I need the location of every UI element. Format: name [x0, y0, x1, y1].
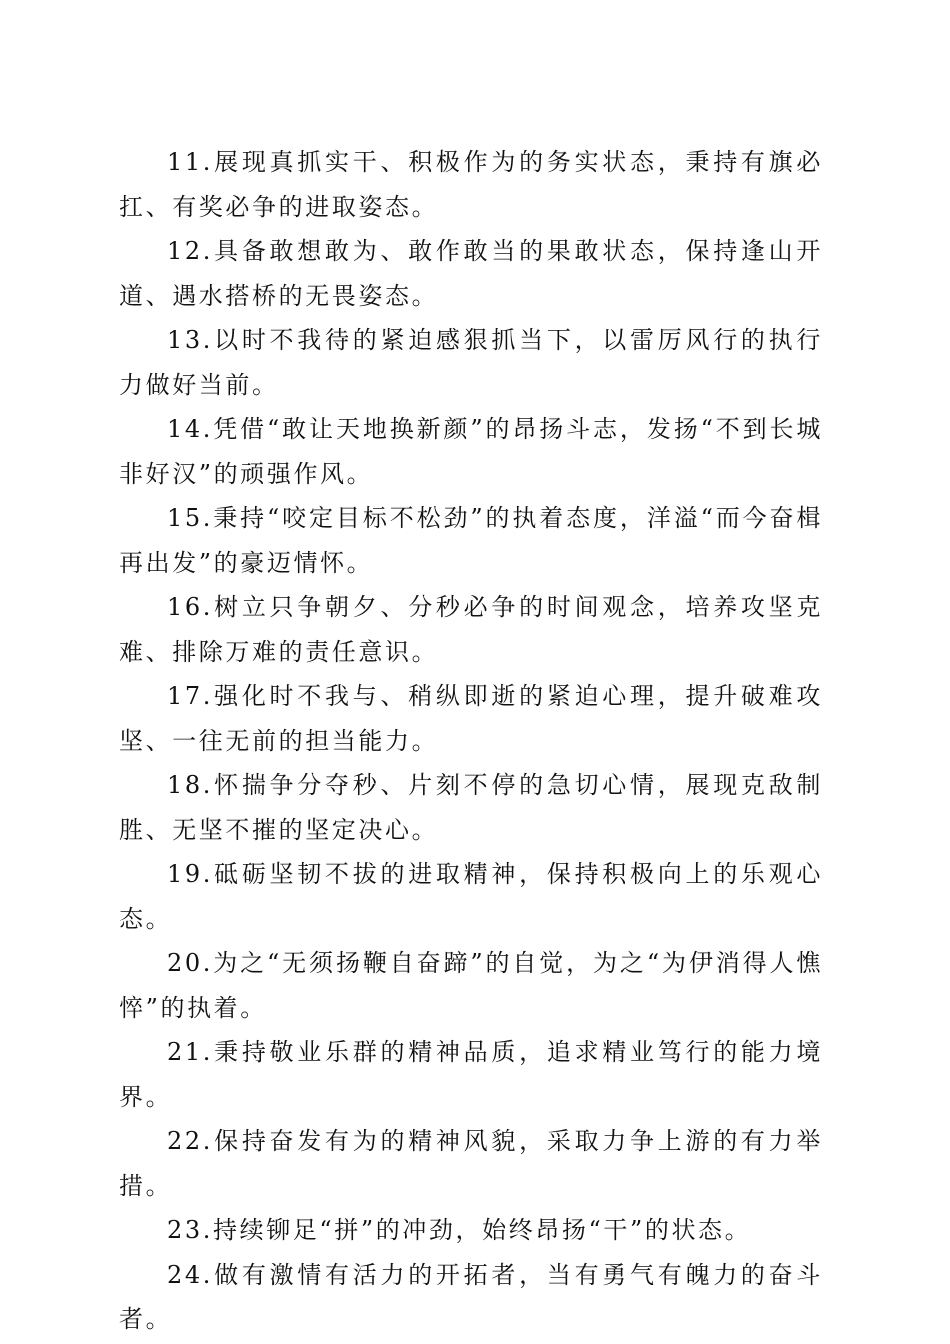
paragraph-20: 20.为之“无须扬鞭自奋蹄”的自觉，为之“为伊消得人憔悴”的执着。: [119, 949, 823, 1022]
paragraph-16: 16.树立只争朝夕、分秒必争的时间观念，培养攻坚克难、排除万难的责任意识。: [119, 593, 823, 666]
paragraph-15: 15.秉持“咬定目标不松劲”的执着态度，洋溢“而今奋楫再出发”的豪迈情怀。: [119, 504, 823, 577]
paragraph-23: 23.持续铆足“拼”的冲劲，始终昂扬“干”的状态。: [167, 1216, 752, 1244]
paragraph-17: 17.强化时不我与、稍纵即逝的紧迫心理，提升破难攻坚、一往无前的担当能力。: [119, 682, 823, 755]
paragraph-19: 19.砥砺坚韧不拔的进取精神，保持积极向上的乐观心态。: [119, 860, 823, 933]
paragraph-14: 14.凭借“敢让天地换新颜”的昂扬斗志，发扬“不到长城非好汉”的顽强作风。: [119, 415, 823, 488]
paragraph-24: 24.做有激情有活力的开拓者，当有勇气有魄力的奋斗者。: [119, 1260, 823, 1333]
document-body: [119, 140, 823, 1342]
paragraph-22: 22.保持奋发有为的精神风貌，采取力争上游的有力举措。: [119, 1127, 823, 1200]
paragraph-12: 12.具备敢想敢为、敢作敢当的果敢状态，保持逢山开道、遇水搭桥的无畏姿态。: [119, 237, 823, 310]
paragraph-18: 18.怀揣争分夺秒、片刻不停的急切心情，展现克敌制胜、无坚不摧的坚定决心。: [119, 771, 823, 844]
paragraph-13: 13.以时不我待的紧迫感狠抓当下，以雷厉风行的执行力做好当前。: [119, 326, 823, 399]
paragraph-11: 11.展现真抓实干、积极作为的务实状态，秉持有旗必扛、有奖必争的进取姿态。: [119, 148, 823, 221]
paragraph-21: 21.秉持敬业乐群的精神品质，追求精业笃行的能力境界。: [119, 1038, 823, 1111]
